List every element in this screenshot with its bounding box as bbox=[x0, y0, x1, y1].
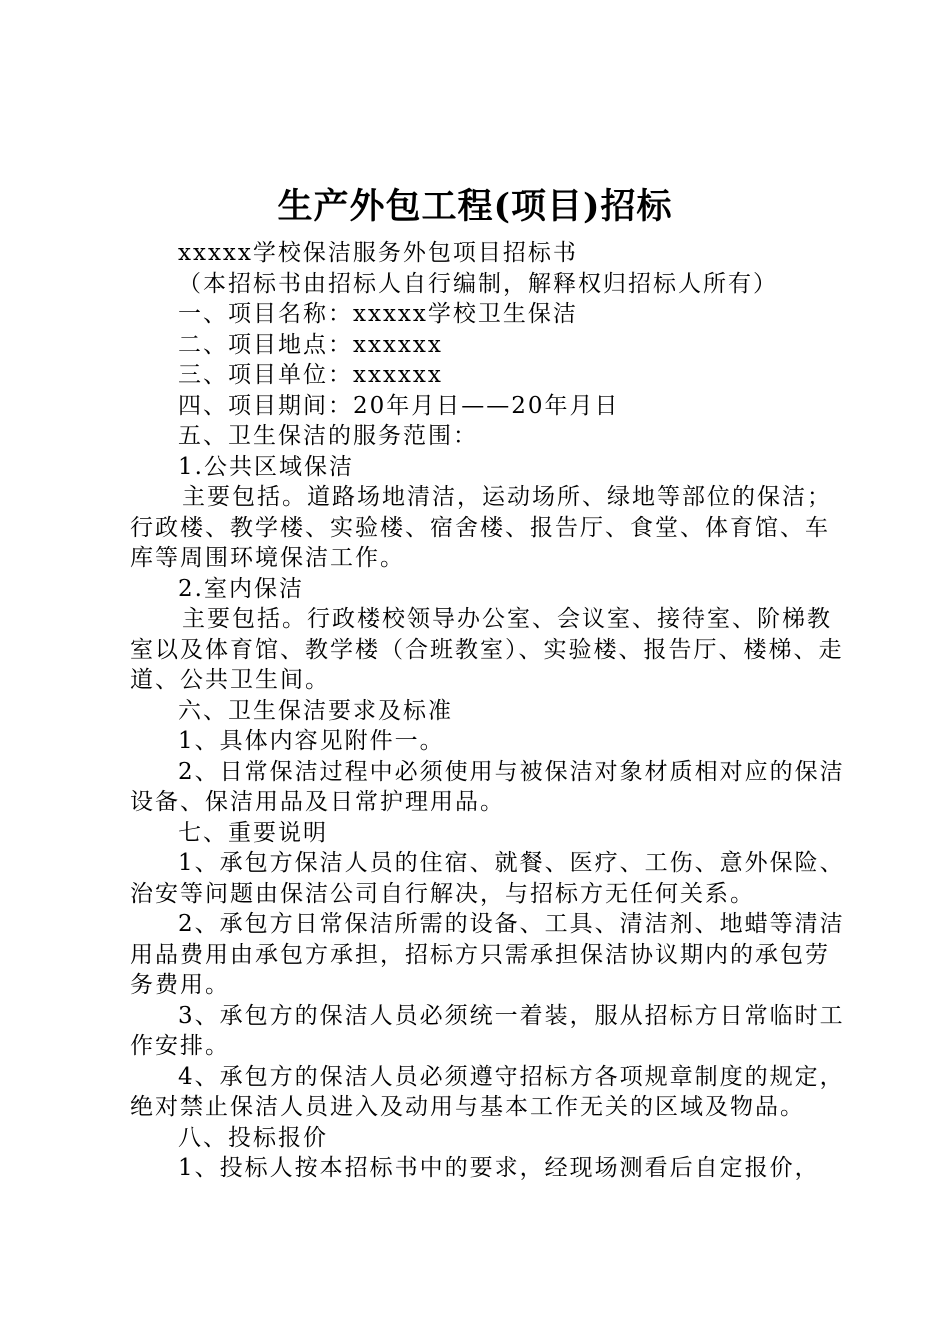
document-title: 生产外包工程(项目)招标 bbox=[277, 186, 673, 227]
paragraph-requirements-heading: 六、卫生保洁要求及标准 bbox=[178, 697, 453, 724]
paragraph-notes-2: 2、承包方日常保洁所需的设备、工具、清洁剂、地蜡等清洁用品费用由承包方承担，招标方只需承担保洁协议期内的承包劳务费用。 bbox=[130, 911, 845, 998]
paragraph-subtitle: xxxxx学校保洁服务外包项目招标书 bbox=[178, 240, 578, 266]
paragraph-notes-3: 3、承包方的保洁人员必须统一着装，服从招标方日常临时工作安排。 bbox=[130, 1002, 845, 1059]
paragraph-note: （本招标书由招标人自行编制，解释权归招标人所有） bbox=[178, 270, 778, 297]
paragraph-project-location: 二、项目地点：xxxxxx bbox=[178, 331, 443, 358]
paragraph-requirements-1: 1、具体内容见附件一。 bbox=[178, 728, 445, 754]
paragraph-service-scope-heading: 五、卫生保洁的服务范围： bbox=[178, 423, 478, 449]
paragraph-public-area-body: 主要包括。道路场地清洁，运动场所、绿地等部位的保洁；行政楼、教学楼、实验楼、宿舍楼、报告厅、食堂、体育馆、车库等周围环境保洁工作。 bbox=[130, 484, 832, 571]
paragraph-notes-heading: 七、重要说明 bbox=[178, 819, 328, 846]
paragraph-notes-1: 1、承包方保洁人员的住宿、就餐、医疗、工伤、意外保险、治安等问题由保洁公司自行解决，与招标方无任何关系。 bbox=[130, 850, 845, 907]
paragraph-requirements-2: 2、日常保洁过程中必须使用与被保洁对象材质相对应的保洁设备、保洁用品及日常护理用品。 bbox=[130, 758, 845, 815]
paragraph-indoor-body: 主要包括。行政楼校领导办公室、会议室、接待室、阶梯教室以及体育馆、教学楼（合班教室）、实验楼、报告厅、楼梯、走道、公共卫生间。 bbox=[130, 606, 844, 693]
paragraph-notes-4: 4、承包方的保洁人员必须遵守招标方各项规章制度的规定，绝对禁止保洁人员进入及动用与基本工作无关的区域及物品。 bbox=[130, 1063, 845, 1120]
paragraph-project-unit: 三、项目单位：xxxxxx bbox=[178, 362, 443, 388]
document-body bbox=[130, 238, 850, 1184]
paragraph-project-name: 一、项目名称：xxxxx学校卫生保洁 bbox=[178, 301, 578, 327]
paragraph-indoor-heading: 2.室内保洁 bbox=[178, 575, 304, 602]
paragraph-bid-1: 1、投标人按本招标书中的要求，经现场测看后自定报价， bbox=[178, 1155, 820, 1181]
paragraph-public-area-heading: 1.公共区域保洁 bbox=[178, 453, 354, 480]
paragraph-bid-heading: 八、投标报价 bbox=[178, 1124, 328, 1151]
paragraph-project-period: 四、项目期间：20年月日——20年月日 bbox=[178, 392, 620, 419]
